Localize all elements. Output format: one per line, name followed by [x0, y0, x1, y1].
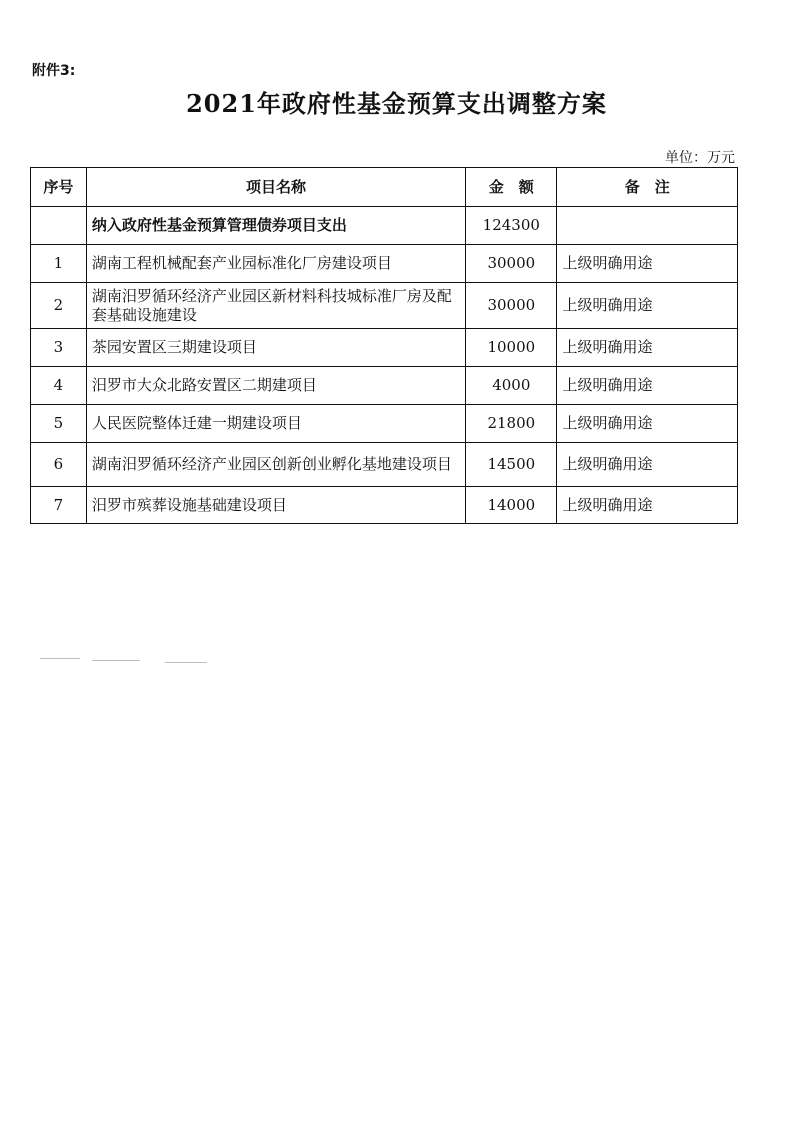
row-amount: 30000: [466, 283, 557, 329]
row-note: 上级明确用途: [557, 487, 738, 524]
row-no: 3: [31, 329, 87, 367]
row-name: 汨罗市大众北路安置区二期建项目: [86, 367, 465, 405]
table-row: [31, 367, 738, 405]
row-amount: 30000: [466, 245, 557, 283]
row-amount: 14500: [466, 443, 557, 487]
row-amount: 21800: [466, 405, 557, 443]
unit-label: 单位：万元: [665, 150, 735, 166]
row-no: 7: [31, 487, 87, 524]
row-name: 湖南工程机械配套产业园标准化厂房建设项目: [86, 245, 465, 283]
table-row: [31, 487, 738, 524]
row-amount: 4000: [466, 367, 557, 405]
row-note: 上级明确用途: [557, 283, 738, 329]
row-note: 上级明确用途: [557, 245, 738, 283]
summary-name: 纳入政府性基金预算管理债券项目支出: [86, 207, 465, 245]
summary-no: [31, 207, 87, 245]
table-row: [31, 329, 738, 367]
header-name: 项目名称: [86, 168, 465, 207]
scan-artifact: [40, 658, 80, 659]
scan-artifact: [92, 660, 140, 661]
budget-table: [30, 167, 738, 524]
summary-note: [557, 207, 738, 245]
row-no: 6: [31, 443, 87, 487]
scan-artifact: [165, 662, 207, 663]
attachment-label: 附件3:: [32, 63, 76, 79]
row-note: 上级明确用途: [557, 405, 738, 443]
document-title: 2021年政府性基金预算支出调整方案: [186, 89, 607, 118]
row-note: 上级明确用途: [557, 443, 738, 487]
summary-row: [31, 207, 738, 245]
header-amount: 金 额: [466, 168, 557, 207]
row-note: 上级明确用途: [557, 367, 738, 405]
table-row: [31, 283, 738, 329]
row-no: 2: [31, 283, 87, 329]
row-name: 湖南汨罗循环经济产业园区创新创业孵化基地建设项目: [86, 443, 465, 487]
row-name: 汨罗市殡葬设施基础建设项目: [86, 487, 465, 524]
summary-amount: 124300: [466, 207, 557, 245]
table-row: [31, 245, 738, 283]
table-header-row: [31, 168, 738, 207]
header-note: 备 注: [557, 168, 738, 207]
row-name: 人民医院整体迁建一期建设项目: [86, 405, 465, 443]
row-amount: 10000: [466, 329, 557, 367]
row-name: 茶园安置区三期建设项目: [86, 329, 465, 367]
row-note: 上级明确用途: [557, 329, 738, 367]
row-no: 1: [31, 245, 87, 283]
row-no: 5: [31, 405, 87, 443]
row-name: 湖南汨罗循环经济产业园区新材料科技城标准厂房及配套基础设施建设: [86, 283, 465, 329]
header-no: 序号: [31, 168, 87, 207]
row-amount: 14000: [466, 487, 557, 524]
table-row: [31, 405, 738, 443]
row-no: 4: [31, 367, 87, 405]
table-row: [31, 443, 738, 487]
